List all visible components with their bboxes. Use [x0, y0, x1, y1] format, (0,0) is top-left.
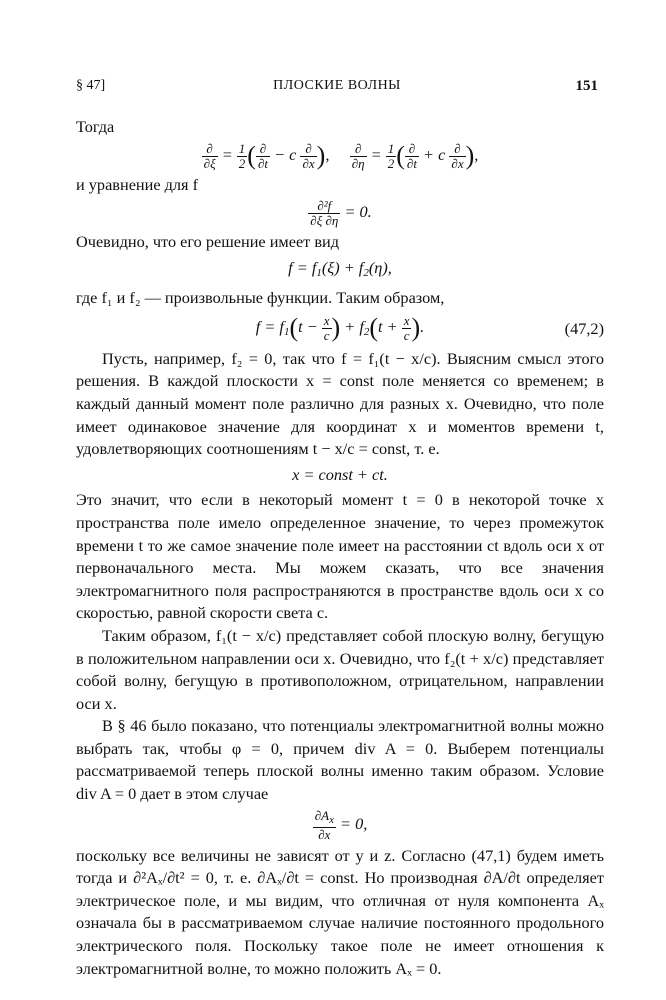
text-equation-for-f: и уравнение для f	[76, 174, 199, 194]
equation-number: (47,2)	[564, 318, 604, 338]
equation-47-2: $f = f_1(t$ − $\frac{x}{c}$ ) + $f_2(t$ + $\frac{x}{c}$ ). (47,2)	[255, 312, 604, 343]
text-solution-form: Очевидно, что его решение имеет вид	[76, 232, 340, 252]
text-arbitrary-functions: где f₁ и f₂ — произвольные функции. Таким образом,	[76, 288, 445, 308]
paragraph-plane-wave: Таким образом, f₁(t − x/c) представляет собой плоскую волну, бегущую в положительном направлении оси x. Очевидно, что f₂(t + x/c) представляет собой волну, бегущую в противоположном, отрицательном, направлении оси x.	[76, 625, 604, 713]
running-header	[76, 78, 598, 98]
page-body	[76, 116, 604, 980]
paragraph-propagation: Это значит, что если в некоторый момент t = 0 в некоторой точке x пространства поле имело определенное значение, то через промежуток времени t то же самое значение поле имеет на расстоянии ct вдоль оси x от первоначального места. Мы можем сказать, что все значения электромагнитного поля распространяются в пространстве вдоль оси x со скоростью, равной скорости света c.	[76, 490, 604, 623]
page-number: 151	[575, 78, 598, 94]
equation-derivatives: $\frac{\partial}{\partial\xi}$ = $\frac{1}{2}$ ( $\frac{\partial}{\partial t}$ − c $\frac{\partial}{\partial x}$ ), $\frac{\partial}{\partial\eta}$ = $\frac{1}{2}$ ( $\frac{\partial}{\partial t}$ + c $\frac{\partial}{\partial x}$ ),	[203, 140, 479, 171]
paragraph-longitudinal-field: поскольку все величины не зависят от y и z. Согласно (47,1) будем иметь тогда и ∂²Aₓ/∂t² = 0, т. е. ∂Aₓ/∂t = const. Но производная ∂A/∂t определяет электрическое поле, и мы видим, что отличная от нуля компонента Aₓ означала бы в рассматриваемом случае наличие постоянного продольного электрического поля. Поскольку такое поле не имеет отношения к электромагнитной волне, то можно положить Aₓ = 0.	[76, 845, 604, 978]
paragraph-example: Пусть, например, f₂ = 0, так что f = f₁(t − x/c). Выясним смысл этого решения. В каждой плоскости x = const поле меняется со временем; в каждый данный момент поле различно для разных x. Очевидно, что поле имеет одинаковое значение для координат x и моментов времени t, удовлетворяющих соотношениям t − x/c = const, т. е.	[76, 348, 604, 459]
section-ref: § 47]	[76, 78, 106, 93]
equation-x-const: x = const + ct.	[292, 464, 388, 484]
running-title: ПЛОСКИЕ ВОЛНЫ	[273, 78, 401, 93]
text-togda: Тогда	[76, 117, 115, 136]
equation-wave-ksi-eta: $\frac{\text{∂²f}}{\partial\xi \partial\eta}$ = 0.	[310, 198, 372, 229]
paragraph-potentials: В § 46 было показано, что потенциалы электромагнитной волны можно выбрать так, чтобы φ = 0, причем div A = 0. Выберем потенциалы рассматриваемой теперь плоской волны именно таким образом. Условие div A = 0 дает в этом случае	[76, 716, 604, 804]
equation-divergence: $\frac{\partial A_x}{\partial x}$ = 0,	[314, 807, 368, 842]
equation-general-solution: $f = f_1(\xi) + f_2(\eta)$,	[288, 257, 392, 279]
